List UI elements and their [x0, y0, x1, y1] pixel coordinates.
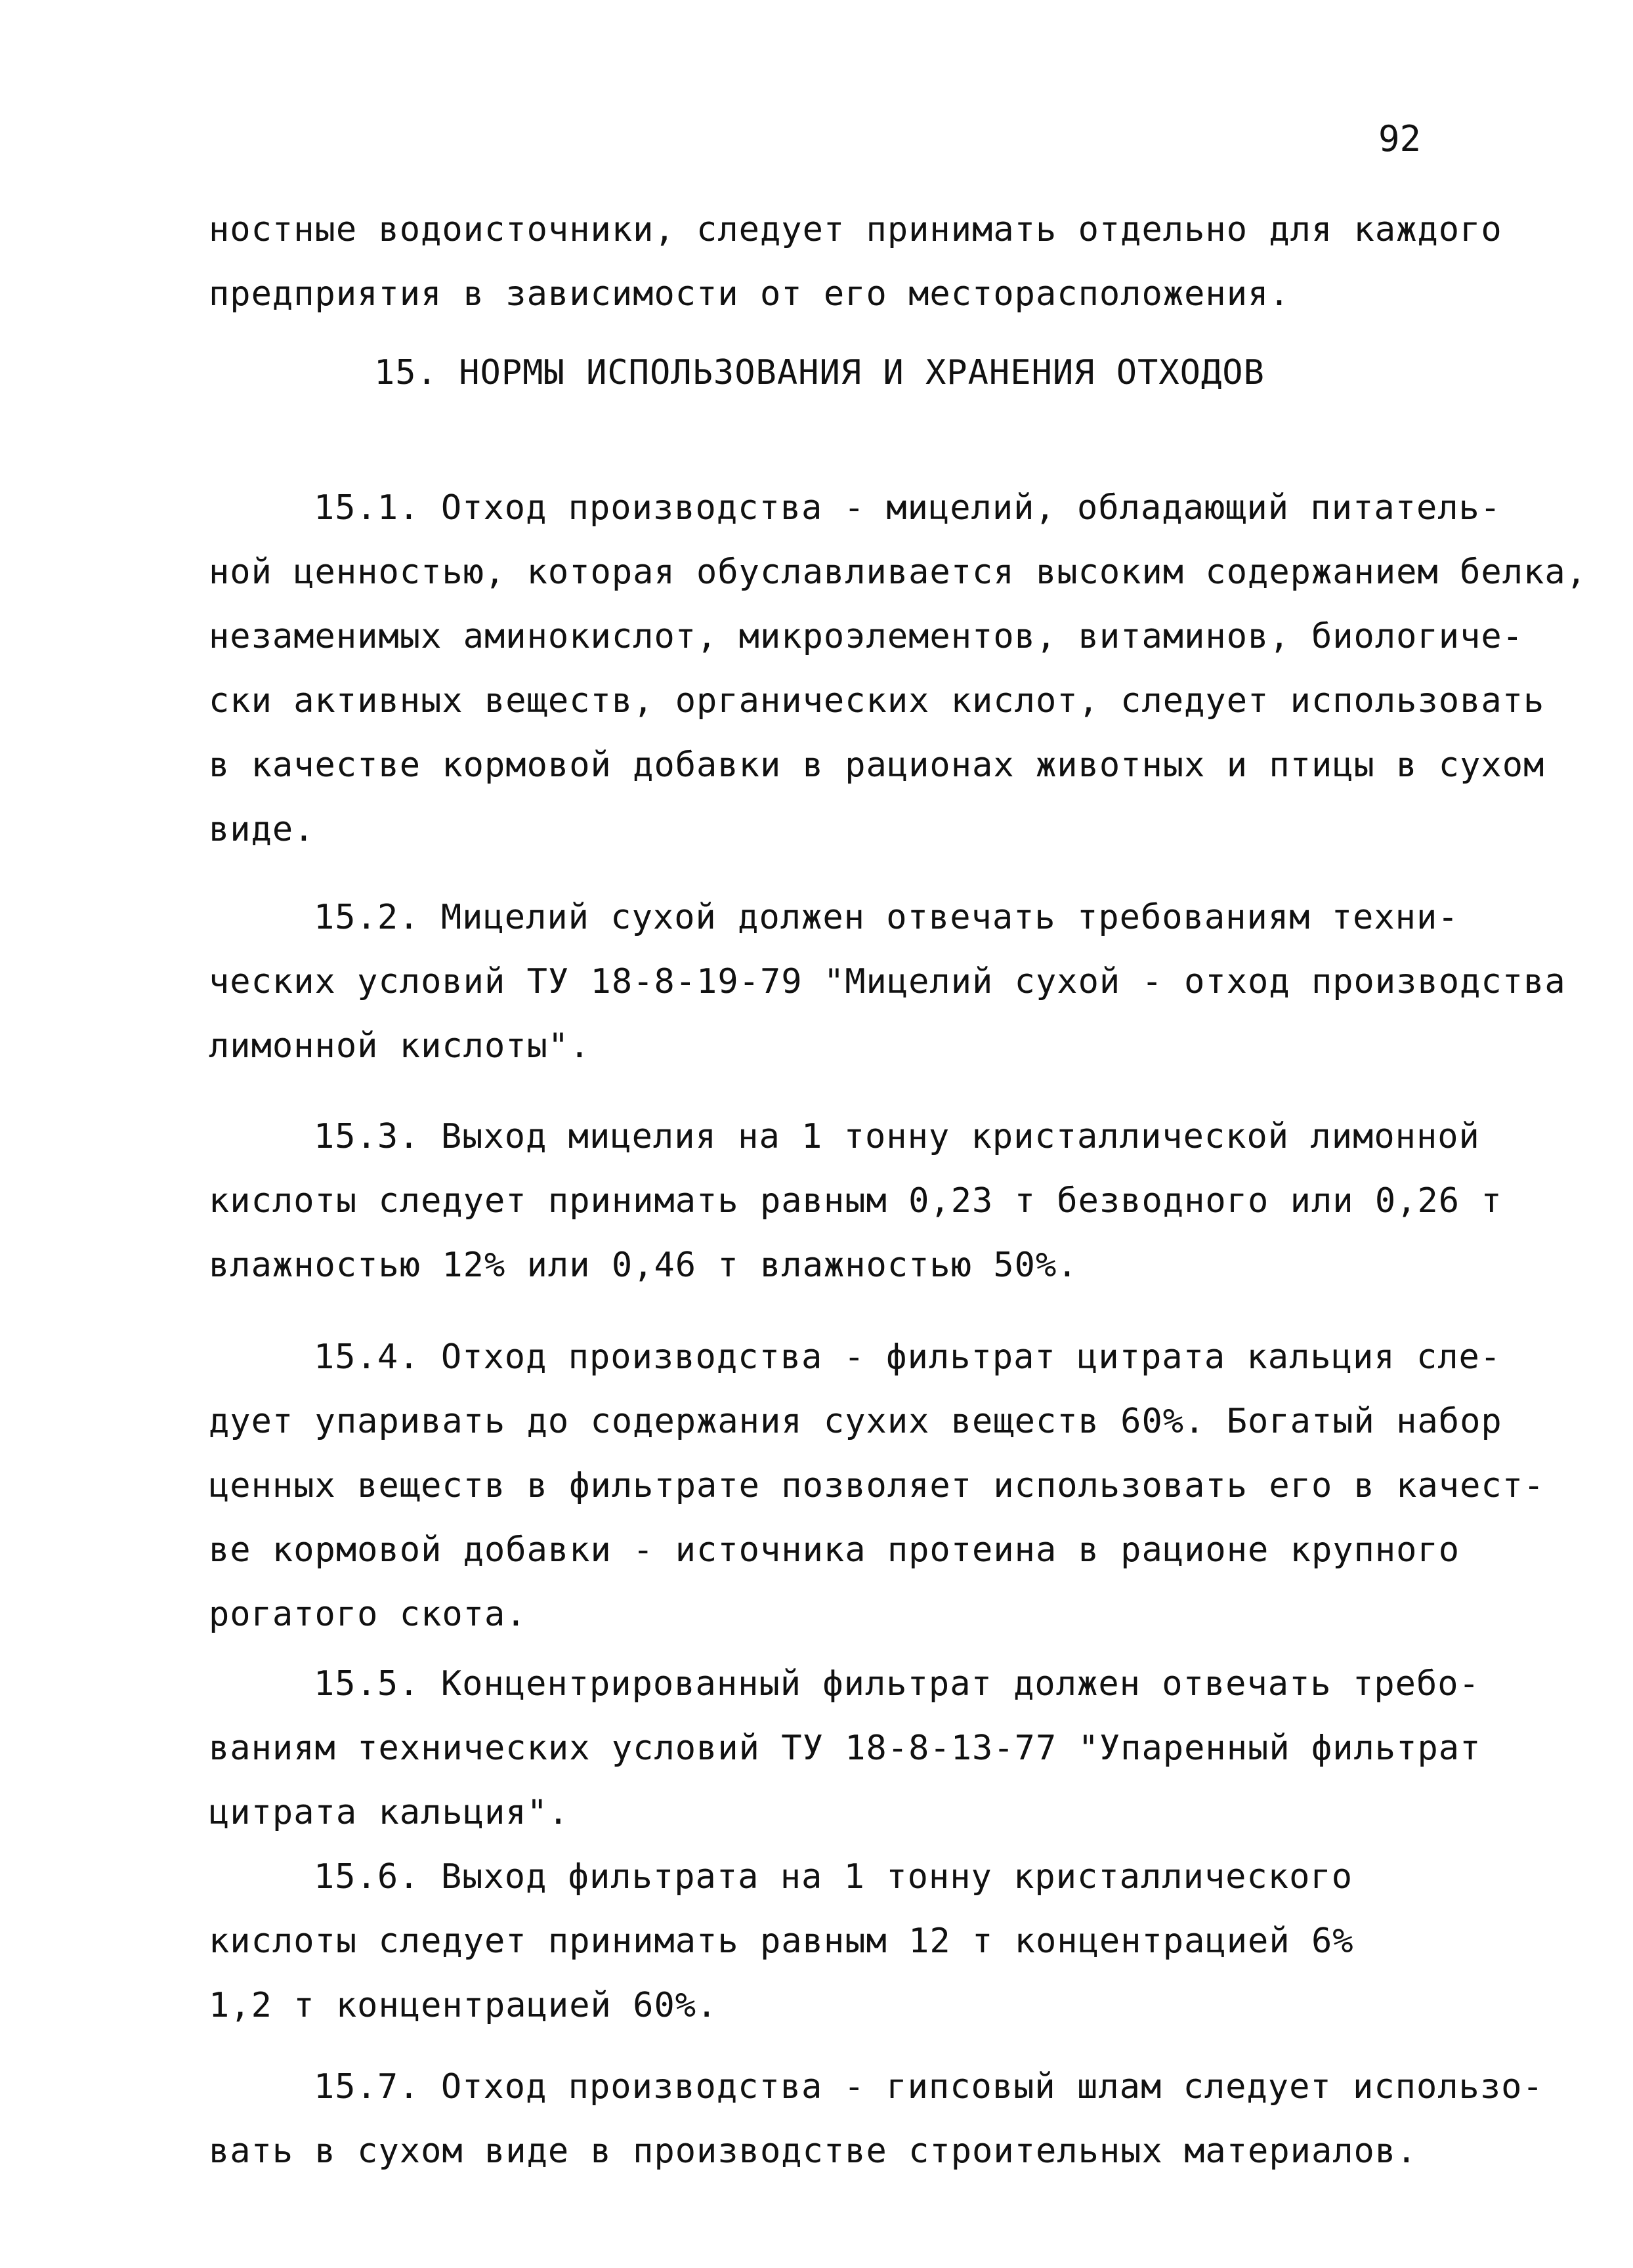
- paragraph-line: незаменимых аминокислот, микроэлементов, витаминов, биологиче-: [209, 617, 1524, 656]
- paragraph-line: 15.3. Выход мицелия на 1 тонну кристаллической лимонной: [314, 1117, 1480, 1156]
- paragraph-line: лимонной кислоты".: [209, 1026, 591, 1066]
- paragraph-line: 15.1. Отход производства - мицелий, обладающий питатель-: [314, 488, 1502, 528]
- paragraph-line: ценных веществ в фильтрате позволяет использовать его в качест-: [209, 1466, 1545, 1505]
- paragraph-line: кислоты следует принимать равным 12 т концентрацией 6%: [209, 1922, 1354, 1961]
- section-heading: 15. НОРМЫ ИСПОЛЬЗОВАНИЯ И ХРАНЕНИЯ ОТХОДОВ: [374, 353, 1265, 392]
- paragraph-line: 15.6. Выход фильтрата на 1 тонну кристаллического: [314, 1857, 1353, 1897]
- paragraph-line: 15.2. Мицелий сухой должен отвечать требованиям техни-: [314, 898, 1459, 937]
- paragraph-line: кислоты следует принимать равным 0,23 т безводного или 0,26 т: [209, 1181, 1502, 1221]
- intro-line: предприятия в зависимости от его месторасположения.: [209, 274, 1290, 314]
- paragraph-line: ческих условий ТУ 18-8-19-79 "Мицелий сухой - отход производства: [209, 962, 1566, 1001]
- paragraph-line: влажностью 12% или 0,46 т влажностью 50%.: [209, 1246, 1078, 1285]
- paragraph-line: дует упаривать до содержания сухих веществ 60%. Богатый набор: [209, 1402, 1502, 1441]
- paragraph-line: ски активных веществ, органических кислот, следует использовать: [209, 681, 1545, 721]
- paragraph-line: ной ценностью, которая обуславливается высоким содержанием белка,: [209, 553, 1587, 592]
- paragraph-line: 15.7. Отход производства - гипсовый шлам следует использо-: [314, 2067, 1544, 2107]
- intro-line: ностные водоисточники, следует принимать отдельно для каждого: [209, 210, 1502, 249]
- paragraph-line: ваниям технических условий ТУ 18-8-13-77 "Упаренный фильтрат: [209, 1729, 1481, 1768]
- page-number: 92: [1378, 118, 1422, 159]
- paragraph-line: ве кормовой добавки - источника протеина в рационе крупного: [209, 1530, 1460, 1570]
- paragraph-line: виде.: [209, 810, 315, 849]
- paragraph-line: 1,2 т концентрацией 60%.: [209, 1986, 718, 2025]
- paragraph-line: рогатого скота.: [209, 1595, 527, 1634]
- paragraph-line: 15.4. Отход производства - фильтрат цитрата кальция сле-: [314, 1337, 1502, 1377]
- paragraph-line: в качестве кормовой добавки в рационах животных и птицы в сухом: [209, 746, 1545, 785]
- paragraph-line: 15.5. Концентрированный фильтрат должен отвечать требо-: [314, 1664, 1480, 1704]
- paragraph-line: цитрата кальция".: [209, 1793, 570, 1832]
- paragraph-line: вать в сухом виде в производстве строительных материалов.: [209, 2132, 1418, 2171]
